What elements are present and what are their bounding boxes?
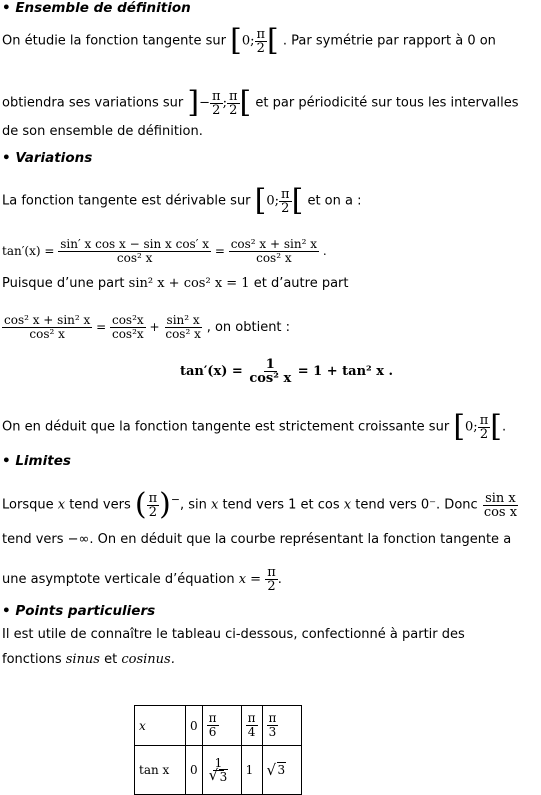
variations-line-1: La fonction tangente est dérivable sur [0; $\frac{\pi}{2}$ [ et on a : [2, 183, 362, 218]
heading-definition: • Ensemble de définition [2, 0, 191, 16]
puisque-line: Puisque d’une part sin² x + cos² x = 1 et d’autre part [2, 276, 349, 291]
points-line-1: Il est utile de connaître le tableau ci-dessous, confectionné à partir des [2, 627, 465, 642]
result-formula: tan′(x) = $\frac{1}{\text{cos² x}}$ = 1 + tan² x . [180, 357, 394, 386]
heading-limites: • Limites [2, 453, 71, 469]
points-line-2: fonctions sinus et cosinus. [2, 652, 175, 667]
table-row [135, 746, 302, 795]
split-formula: $\frac{\text{cos² x + sin² x}}{\text{cos² x}}$ = $\frac{\text{cos²x}}{\text{cos²x}}$ + $\frac{\text{sin² x}}{\text{cos² x}}$ , on obtient : [4, 313, 291, 341]
table-cell: 0 [186, 746, 203, 795]
limites-line-1: Lorsque x tend vers ( $\frac{\pi}{2}$ )−, sin x tend vers 1 et cos x tend vers 0⁻. Donc $\frac{\text{sin x}}{\text{cos x}}$ [2, 487, 518, 522]
table-cell: $\frac{\pi}{6}$ [202, 706, 241, 746]
definition-line-2: obtiendra ses variations sur ]− $\frac{\pi}{2}$ ; $\frac{\pi}{2}$ [ et par périodicité sur tous les intervalles [2, 85, 519, 120]
definition-line-3: de son ensemble de définition. [2, 124, 203, 139]
table-cell-label: x [135, 706, 186, 746]
heading-variations: • Variations [2, 150, 93, 166]
heading-points: • Points particuliers [2, 603, 156, 619]
table-cell: √ 3 [262, 746, 301, 795]
table-cell: 1 √ 3 [202, 746, 241, 795]
limites-line-3: une asymptote verticale d’équation x = $\frac{\pi}{2}$ . [2, 565, 282, 594]
table-cell: 0 [186, 706, 203, 746]
table-cell: $\frac{\pi}{4}$ [241, 706, 262, 746]
table-cell: $\frac{\pi}{3}$ [262, 706, 301, 746]
table-cell-label: tan x [135, 746, 186, 795]
limites-line-2: tend vers −∞. On en déduit que la courbe représentant la fonction tangente a [2, 532, 512, 547]
derivative-formula: tan′(x) = $\frac{\text{sin′ x cos x − sin x cos′ x}}{\text{cos² x}}$ = $\frac{\text{cos² x + sin² x}}{\text{cos² x}}$ . [2, 237, 327, 265]
definition-line-1: On étudie la fonction tangente sur [0; $\frac{\pi}{2}$ [ . Par symétrie par rapport à 0 on [2, 23, 496, 58]
conclusion-line: On en déduit que la fonction tangente est strictement croissante sur [0; $\frac{\pi}{2}$ [. [2, 409, 507, 444]
table-row [135, 706, 302, 746]
values-table [134, 705, 302, 795]
table-cell: 1 [241, 746, 262, 795]
